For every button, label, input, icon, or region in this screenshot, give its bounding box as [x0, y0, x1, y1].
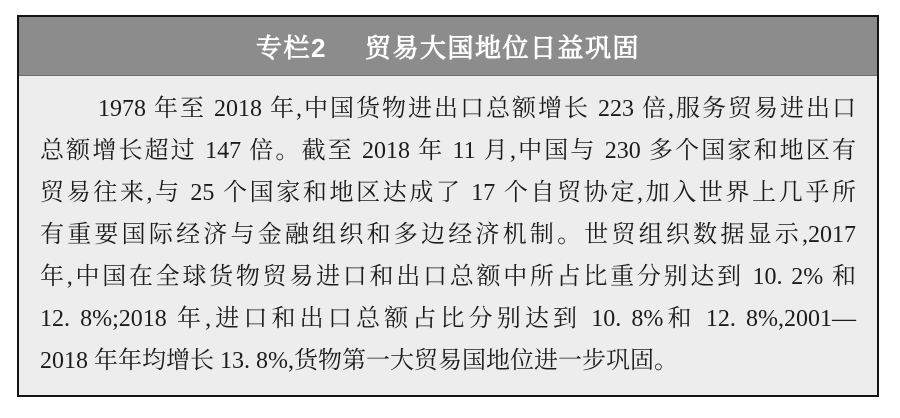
column-header	[19, 17, 877, 76]
paragraph-line: 1978 年至 2018 年,中国货物进出口总额增长 223 倍,服务贸易进出口	[98, 96, 856, 122]
column-number-label: 专栏2	[256, 32, 327, 63]
paragraph-line: 总额增长超过 147 倍。截至 2018 年 11 月,中国与 230 多个国家和地区有	[40, 138, 856, 164]
paragraph-line: 年,中国在全球货物贸易进口和出口总额中所占比重分别达到 10. 2% 和	[40, 264, 856, 290]
column-box	[17, 15, 879, 397]
column-title: 贸易大国地位日益巩固	[364, 32, 640, 63]
column-body-text	[19, 76, 877, 382]
paragraph-line: 12. 8%;2018 年,进口和出口总额占比分别达到 10. 8%和 12. 8%,2001—	[40, 306, 856, 332]
paragraph-line: 2018 年年均增长 13. 8%,货物第一大贸易国地位进一步巩固。	[40, 348, 678, 374]
paragraph-line: 有重要国际经济与金融组织和多边经济机制。世贸组织数据显示,2017	[40, 222, 856, 248]
paragraph-line: 贸易往来,与 25 个国家和地区达成了 17 个自贸协定,加入世界上几乎所	[40, 180, 856, 206]
